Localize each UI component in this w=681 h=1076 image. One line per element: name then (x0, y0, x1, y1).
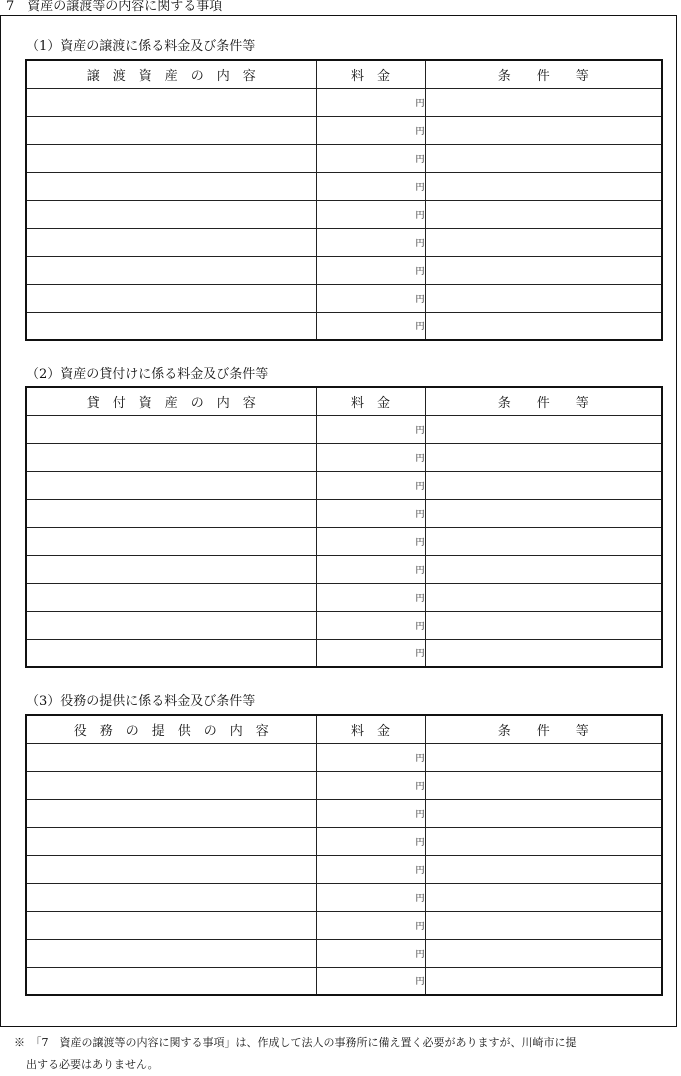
content-cell[interactable] (26, 443, 316, 471)
yen-unit-label: 円 (415, 781, 425, 792)
conditions-cell[interactable] (425, 200, 662, 228)
column-header-conditions: 条 件 等 (425, 387, 662, 415)
table-row (26, 771, 662, 799)
fee-cell[interactable] (316, 116, 425, 144)
fee-cell[interactable] (316, 939, 425, 967)
conditions-cell[interactable] (425, 555, 662, 583)
fee-cell[interactable] (316, 312, 425, 340)
fee-cell[interactable] (316, 855, 425, 883)
column-header-fee: 料 金 (316, 60, 425, 88)
fee-cell[interactable] (316, 527, 425, 555)
content-cell[interactable] (26, 583, 316, 611)
content-cell[interactable] (26, 639, 316, 667)
table-row (26, 172, 662, 200)
yen-unit-label: 円 (415, 154, 425, 165)
fee-cell[interactable] (316, 499, 425, 527)
table-row (26, 799, 662, 827)
conditions-cell[interactable] (425, 172, 662, 200)
table-row (26, 967, 662, 995)
content-cell[interactable] (26, 883, 316, 911)
conditions-cell[interactable] (425, 827, 662, 855)
conditions-cell[interactable] (425, 415, 662, 443)
conditions-cell[interactable] (425, 88, 662, 116)
fee-cell[interactable] (316, 611, 425, 639)
table-row (26, 228, 662, 256)
footnote-line-1: ※ 「7 資産の譲渡等の内容に関する事項」は、作成して法人の事務所に備え置く必要がありますが、川崎市に提 (14, 1036, 577, 1049)
content-cell[interactable] (26, 911, 316, 939)
fee-cell[interactable] (316, 883, 425, 911)
conditions-cell[interactable] (425, 771, 662, 799)
yen-unit-label: 円 (415, 977, 425, 988)
conditions-cell[interactable] (425, 116, 662, 144)
conditions-cell[interactable] (425, 228, 662, 256)
table-row (26, 883, 662, 911)
fee-cell[interactable] (316, 555, 425, 583)
content-cell[interactable] (26, 799, 316, 827)
section-heading-transfer: （1）資産の譲渡に係る料金及び条件等 (26, 39, 256, 54)
yen-unit-label: 円 (415, 322, 425, 333)
yen-unit-label: 円 (415, 537, 425, 548)
yen-unit-label: 円 (415, 593, 425, 604)
table-row (26, 116, 662, 144)
fee-cell[interactable] (316, 228, 425, 256)
table-row (26, 827, 662, 855)
column-header-conditions: 条 件 等 (425, 60, 662, 88)
column-header-fee: 料 金 (316, 387, 425, 415)
yen-unit-label: 円 (415, 266, 425, 277)
conditions-cell[interactable] (425, 256, 662, 284)
yen-unit-label: 円 (415, 649, 425, 660)
content-cell[interactable] (26, 228, 316, 256)
yen-unit-label: 円 (415, 865, 425, 876)
conditions-cell[interactable] (425, 883, 662, 911)
content-cell[interactable] (26, 771, 316, 799)
content-cell[interactable] (26, 967, 316, 995)
yen-unit-label: 円 (415, 294, 425, 305)
fee-cell[interactable] (316, 200, 425, 228)
content-cell[interactable] (26, 200, 316, 228)
conditions-cell[interactable] (425, 611, 662, 639)
yen-unit-label: 円 (415, 921, 425, 932)
yen-unit-label: 円 (415, 481, 425, 492)
fee-cell[interactable] (316, 743, 425, 771)
yen-unit-label: 円 (415, 98, 425, 109)
table-row (26, 611, 662, 639)
table-row (26, 415, 662, 443)
conditions-cell[interactable] (425, 639, 662, 667)
content-cell[interactable] (26, 415, 316, 443)
content-cell[interactable] (26, 284, 316, 312)
content-cell[interactable] (26, 527, 316, 555)
table-row (26, 583, 662, 611)
content-cell[interactable] (26, 116, 316, 144)
section-heading-lease: （2）資産の貸付けに係る料金及び条件等 (26, 367, 269, 382)
column-header-content: 役 務 の 提 供 の 内 容 (26, 715, 316, 743)
content-cell[interactable] (26, 555, 316, 583)
content-cell[interactable] (26, 855, 316, 883)
yen-unit-label: 円 (415, 809, 425, 820)
fee-cell[interactable] (316, 284, 425, 312)
conditions-cell[interactable] (425, 799, 662, 827)
yen-unit-label: 円 (415, 837, 425, 848)
column-header-fee: 料 金 (316, 715, 425, 743)
conditions-cell[interactable] (425, 312, 662, 340)
fee-cell[interactable] (316, 799, 425, 827)
yen-unit-label: 円 (415, 621, 425, 632)
conditions-cell[interactable] (425, 855, 662, 883)
table-row (26, 939, 662, 967)
table-row (26, 443, 662, 471)
yen-unit-label: 円 (415, 893, 425, 904)
column-header-conditions: 条 件 等 (425, 715, 662, 743)
table-header-row (26, 60, 662, 88)
fee-cell[interactable] (316, 415, 425, 443)
fee-cell[interactable] (316, 471, 425, 499)
yen-unit-label: 円 (415, 453, 425, 464)
table-row (26, 144, 662, 172)
yen-unit-label: 円 (415, 182, 425, 193)
table-row (26, 499, 662, 527)
yen-unit-label: 円 (415, 949, 425, 960)
table-row (26, 743, 662, 771)
conditions-cell[interactable] (425, 499, 662, 527)
table-row (26, 312, 662, 340)
table-row (26, 200, 662, 228)
fee-cell[interactable] (316, 256, 425, 284)
content-cell[interactable] (26, 144, 316, 172)
fee-cell[interactable] (316, 771, 425, 799)
table-row (26, 555, 662, 583)
yen-unit-label: 円 (415, 210, 425, 221)
content-cell[interactable] (26, 499, 316, 527)
fee-cell[interactable] (316, 172, 425, 200)
conditions-cell[interactable] (425, 939, 662, 967)
fee-cell[interactable] (316, 88, 425, 116)
content-cell[interactable] (26, 88, 316, 116)
content-cell[interactable] (26, 471, 316, 499)
table-row (26, 256, 662, 284)
fee-cell[interactable] (316, 911, 425, 939)
yen-unit-label: 円 (415, 425, 425, 436)
conditions-cell[interactable] (425, 144, 662, 172)
transfer-table (25, 59, 663, 341)
yen-unit-label: 円 (415, 753, 425, 764)
conditions-cell[interactable] (425, 527, 662, 555)
yen-unit-label: 円 (415, 565, 425, 576)
page-title: 7 資産の譲渡等の内容に関する事項 (6, 0, 223, 14)
section-heading-service: （3）役務の提供に係る料金及び条件等 (26, 694, 256, 709)
table-row (26, 639, 662, 667)
fee-cell[interactable] (316, 443, 425, 471)
yen-unit-label: 円 (415, 509, 425, 520)
table-row (26, 88, 662, 116)
table-row (26, 911, 662, 939)
table-header-row (26, 387, 662, 415)
column-header-content: 譲 渡 資 産 の 内 容 (26, 60, 316, 88)
content-cell[interactable] (26, 312, 316, 340)
service-table (25, 714, 663, 996)
content-cell[interactable] (26, 172, 316, 200)
table-row (26, 284, 662, 312)
fee-cell[interactable] (316, 639, 425, 667)
conditions-cell[interactable] (425, 471, 662, 499)
content-cell[interactable] (26, 827, 316, 855)
conditions-cell[interactable] (425, 284, 662, 312)
conditions-cell[interactable] (425, 743, 662, 771)
conditions-cell[interactable] (425, 967, 662, 995)
table-row (26, 471, 662, 499)
table-header-row (26, 715, 662, 743)
content-cell[interactable] (26, 611, 316, 639)
table-row (26, 527, 662, 555)
conditions-cell[interactable] (425, 911, 662, 939)
yen-unit-label: 円 (415, 238, 425, 249)
fee-cell[interactable] (316, 967, 425, 995)
fee-cell[interactable] (316, 144, 425, 172)
fee-cell[interactable] (316, 583, 425, 611)
lease-table (25, 386, 663, 668)
content-cell[interactable] (26, 256, 316, 284)
content-cell[interactable] (26, 939, 316, 967)
column-header-content: 貸 付 資 産 の 内 容 (26, 387, 316, 415)
footnote-line-2: 出する必要はありません。 (26, 1058, 159, 1071)
conditions-cell[interactable] (425, 443, 662, 471)
conditions-cell[interactable] (425, 583, 662, 611)
content-cell[interactable] (26, 743, 316, 771)
fee-cell[interactable] (316, 827, 425, 855)
table-row (26, 855, 662, 883)
yen-unit-label: 円 (415, 126, 425, 137)
